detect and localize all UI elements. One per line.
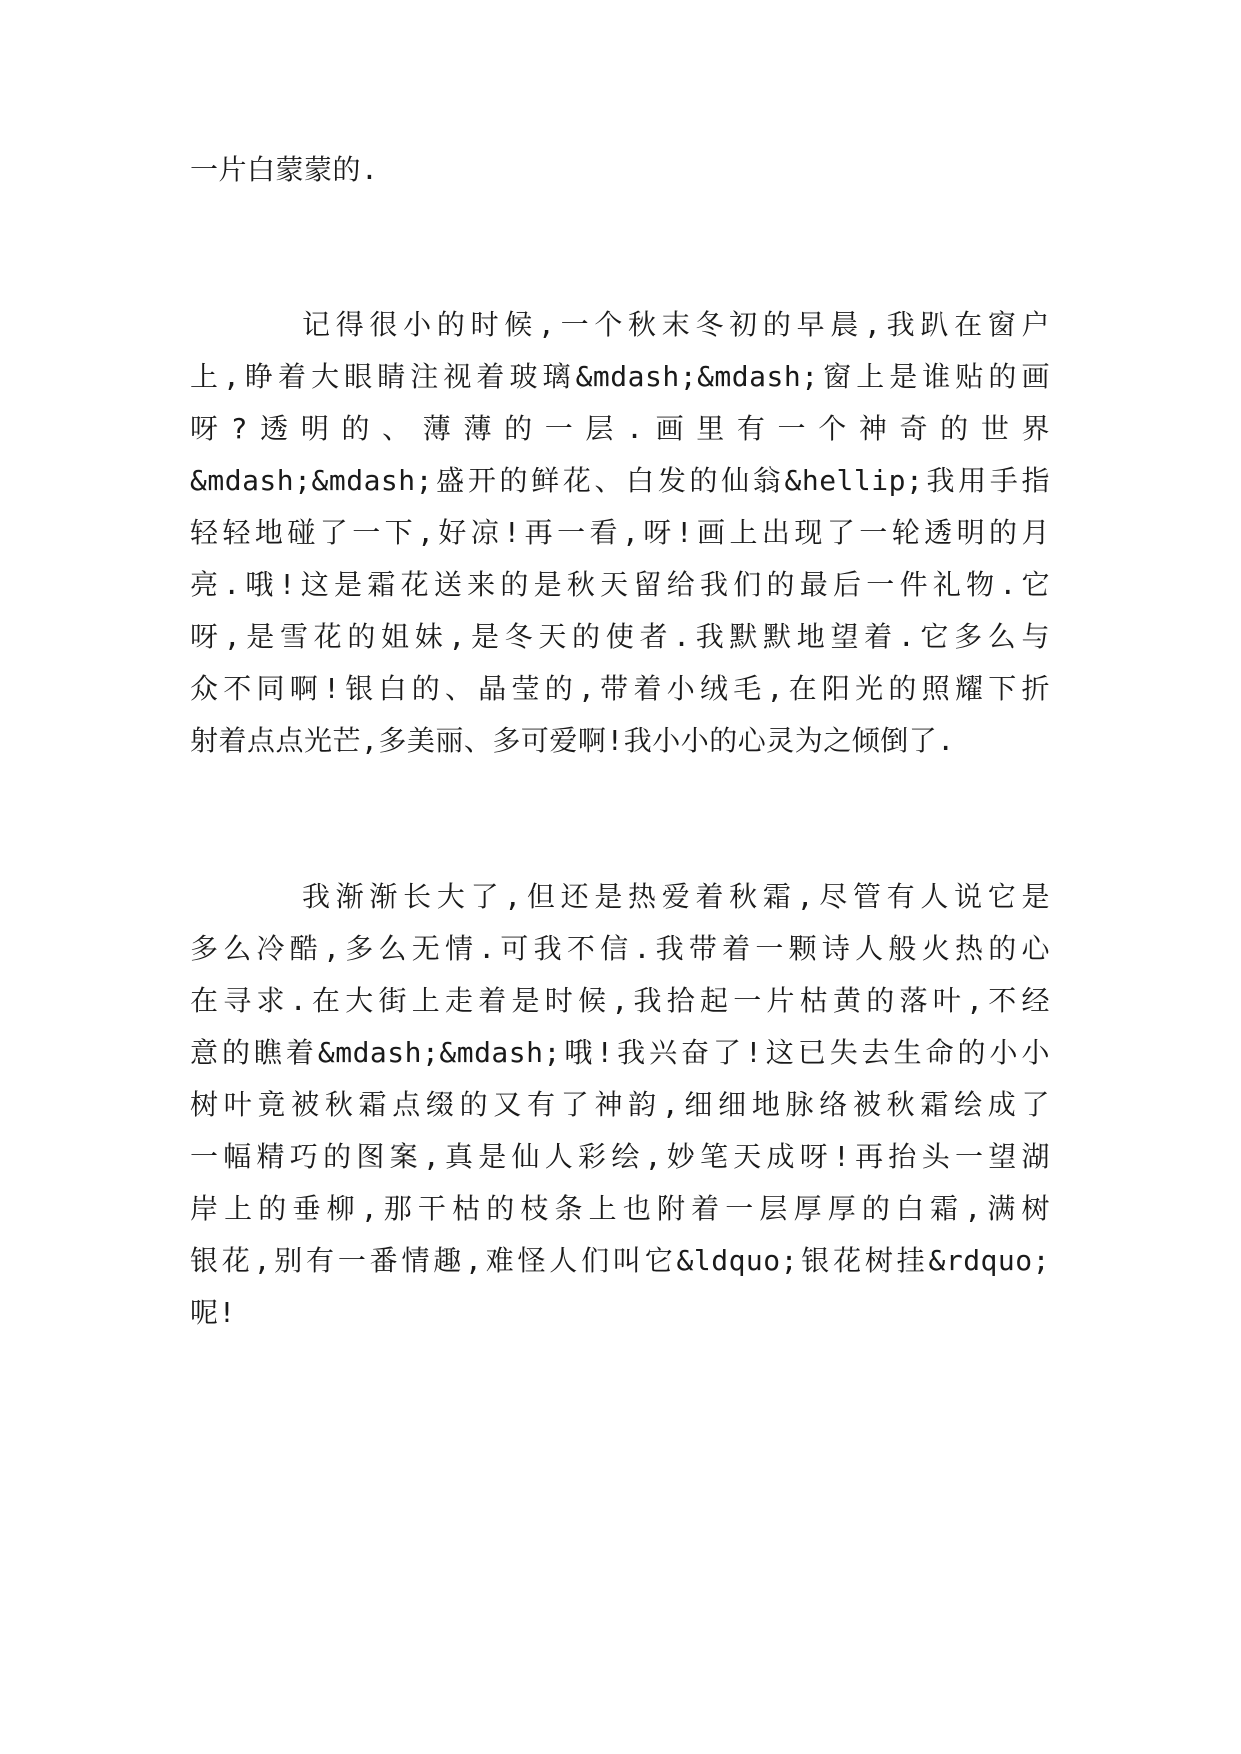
paragraph-1-line-3: 呀?透明的、薄薄的一层.画里有一个神奇的世界: [190, 412, 1050, 445]
paragraph-2-line-5: 树叶竟被秋霜点缀的又有了神韵,细细地脉络被秋霜绘成了: [190, 1088, 1050, 1121]
paragraph-1-line-9: 射着点点光芒,多美丽、多可爱啊!我小小的心灵为之倾倒了.: [190, 724, 955, 757]
paragraph-2-line-4: 意的瞧着&mdash;&mdash;哦!我兴奋了!这已失去生命的小小: [190, 1036, 1050, 1069]
paragraph-fragment: 一片白蒙蒙的.: [190, 153, 379, 186]
paragraph-2-line-1: 我渐渐长大了,但还是热爱着秋霜,尽管有人说它是: [302, 880, 1050, 913]
paragraph-1-line-8: 众不同啊!银白的、晶莹的,带着小绒毛,在阳光的照耀下折: [190, 672, 1050, 705]
paragraph-2-line-2: 多么冷酷,多么无情.可我不信.我带着一颗诗人般火热的心: [190, 932, 1050, 965]
paragraph-1-line-6: 亮.哦!这是霜花送来的是秋天留给我们的最后一件礼物.它: [190, 568, 1050, 601]
paragraph-2-line-3: 在寻求.在大街上走着是时候,我拾起一片枯黄的落叶,不经: [190, 984, 1050, 1017]
paragraph-2-line-9: 呢!: [190, 1296, 236, 1329]
paragraph-2-line-8: 银花,别有一番情趣,难怪人们叫它&ldquo;银花树挂&rdquo;: [190, 1244, 1050, 1277]
paragraph-1-line-4: &mdash;&mdash;盛开的鲜花、白发的仙翁&hellip;我用手指: [190, 464, 1050, 497]
paragraph-1-line-7: 呀,是雪花的姐妹,是冬天的使者.我默默地望着.它多么与: [190, 620, 1050, 653]
paragraph-1-line-1: 记得很小的时候,一个秋末冬初的早晨,我趴在窗户: [302, 308, 1050, 341]
paragraph-1-line-2: 上,睁着大眼睛注视着玻璃&mdash;&mdash;窗上是谁贴的画: [190, 360, 1050, 393]
paragraph-1-line-5: 轻轻地碰了一下,好凉!再一看,呀!画上出现了一轮透明的月: [190, 516, 1050, 549]
paragraph-2-line-6: 一幅精巧的图案,真是仙人彩绘,妙笔天成呀!再抬头一望湖: [190, 1140, 1050, 1173]
paragraph-2-line-7: 岸上的垂柳,那干枯的枝条上也附着一层厚厚的白霜,满树: [190, 1192, 1050, 1225]
